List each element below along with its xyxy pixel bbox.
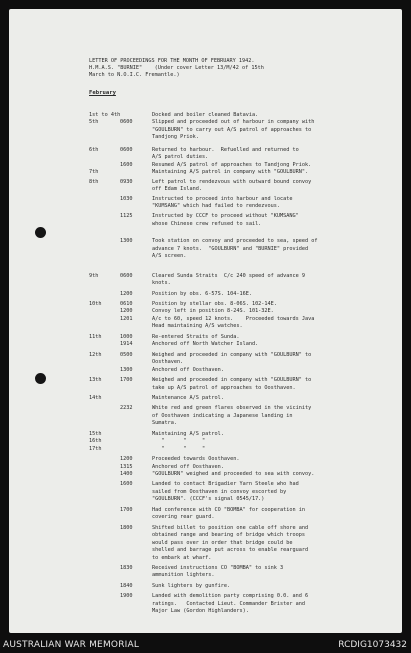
entry-text: Weighed and proceeded in company with "GOULBURN" to (152, 351, 312, 358)
entry-text: Position by obs. 6-57S. 104-16E. (152, 290, 252, 297)
entry-text: Tandjong Priok. (152, 134, 199, 141)
archive-footer (0, 636, 411, 653)
entry-text: " " " (152, 438, 206, 445)
entry-time: 0600 (120, 119, 133, 126)
entry-time: 1800 (120, 524, 133, 531)
entry-text: ammunition lighters. (152, 572, 215, 579)
entry-time: 0600 (120, 146, 133, 153)
entry-text: of Oosthaven indicating a Japanese landing in (152, 412, 293, 419)
entry-text: shelled and barrage put across to enable rearguard (152, 547, 309, 554)
entry-text: Major Law (Gordon Highlanders). (152, 608, 249, 615)
entry-time: 1300 (120, 238, 133, 245)
entry-time: 1830 (120, 564, 133, 571)
entry-text: " " " (152, 445, 206, 452)
entry-text: sailed from Oosthaven in convoy escorted by (152, 488, 287, 495)
entry-text: Had conference with CO "BOMBA" for cooperation in (152, 506, 306, 513)
entry-date: 12th (89, 351, 102, 358)
entry-text: A/S patrol duties. (152, 154, 209, 161)
entry-text: "GOULBURN" weighed and proceeded to sea with convoy. (152, 471, 315, 477)
entry-date: 16th (89, 438, 102, 445)
entry-time: 1900 (120, 593, 133, 600)
entry-time: 1201 (120, 315, 133, 322)
entry-text: A/c to 60, speed 12 knots. Proceeded towards Java (152, 315, 315, 322)
entry-time: 1200 (120, 290, 133, 297)
entry-text: "GOULBURN". (CCCF's signal 0545/17.) (152, 496, 265, 503)
entry-time: 1600 (120, 481, 133, 488)
entry-text: covering rear guard. (152, 514, 215, 521)
entry-text: Instructed to proceed into harbour and locate (152, 195, 293, 202)
header-line-1: LETTER OF PROCEEDINGS FOR THE MONTH OF FEBRUARY 1942. (89, 58, 255, 64)
entry-date: 15th (89, 430, 102, 437)
entry-text: Weighed and proceeded in company with "GOULBURN" to (152, 377, 312, 384)
entry-date: 8th (89, 178, 99, 185)
entry-time: 2232 (120, 405, 133, 412)
entry-date: 13th (89, 377, 102, 384)
entry-text: Anchored off North Watcher Island. (152, 341, 259, 348)
entry-time: 1914 (120, 341, 133, 348)
entry-text: Docked and boiler cleaned Batavia. (152, 112, 259, 118)
entry-text: Maintaining A/S patrol in company with "GOULBURN". (152, 169, 309, 176)
entry-text: Slipped and proceeded out of harbour in company with (152, 119, 315, 126)
entry-text: Instructed by CCCF to proceed without "KUMSANG" (152, 213, 299, 220)
entry-text: Shifted billet to position one cable off shore and (152, 524, 309, 531)
entry-text: ratings. Contacted Lieut. Commander Brister and (152, 600, 306, 607)
entry-date: 7th (89, 169, 99, 176)
entry-date: 11th (89, 333, 102, 340)
entry-text: Sumatra. (152, 420, 177, 427)
entry-text: White red and green flares observed in the vicinity (152, 405, 312, 412)
entry-text: Anchored off Oosthaven. (152, 366, 224, 373)
entry-text: Took station on convoy and proceeded to sea, speed of (152, 238, 318, 245)
entry-time: 1200 (120, 456, 133, 463)
entry-date: 10th (89, 301, 102, 307)
entry-text: take up A/S patrol of approaches to Oosthaven. (152, 384, 296, 391)
entry-text: A/S screen. (152, 253, 187, 260)
entry-date: 5th (89, 119, 99, 126)
entry-text: knots. (152, 280, 171, 287)
entry-time: 1200 (120, 308, 133, 315)
entry-time: 0500 (120, 351, 133, 358)
footer-record-id: RCDIG1073432 (338, 640, 407, 650)
entry-time: 0600 (120, 272, 133, 279)
entry-time: 1125 (120, 213, 133, 220)
entry-text: Position by stellar obs. 8-06S. 102-14E. (152, 301, 277, 307)
entry-text: Left patrol to rendezvous with outward bound convoy (152, 178, 312, 185)
entry-text: Landed to contact Brigadier Yarn Steele who had (152, 481, 299, 488)
entry-date: 6th (89, 146, 99, 153)
entry-text: Maintaining A/S patrol. (152, 430, 224, 437)
entry-time: 0610 (120, 301, 133, 307)
footer-institution: AUSTRALIAN WAR MEMORIAL (3, 640, 140, 650)
entry-text: Convoy left in position 8-24S. 101-32E. (152, 308, 274, 315)
entry-time: 1030 (120, 195, 133, 202)
entry-text: Cleared Sunda Straits C/c 240 speed of advance 9 (152, 272, 306, 279)
entry-time: 1315 (120, 463, 133, 470)
entry-time: 1600 (120, 161, 133, 168)
entry-text: off Edam Island. (152, 186, 202, 193)
entry-text: Oosthaven. (152, 359, 184, 366)
entry-text: Resumed A/S patrol of approaches to Tandjong Priok. (152, 161, 312, 168)
entry-text: Sunk lighters by gunfire. (152, 582, 231, 589)
entry-text: Maintenance A/S patrol. (152, 394, 224, 401)
entry-date: 14th (89, 394, 102, 401)
entry-text: "GOULBURN" to carry out A/S patrol of approaches to (152, 126, 312, 133)
entry-date: 17th (89, 445, 102, 452)
entry-text: Anchored off Oosthaven. (152, 463, 224, 470)
entry-date: 9th (89, 272, 99, 279)
entry-time: 1400 (120, 471, 133, 477)
entry-time: 1000 (120, 333, 133, 340)
entry-text: obtained range and bearing of bridge which troops (152, 532, 306, 539)
entry-text: advance 7 knots. "GOULBURN" and "BURNIE" provided (152, 245, 309, 252)
entry-text: whose Chinese crew refused to sail. (152, 220, 262, 227)
entry-text: Proceeded towards Oosthaven. (152, 456, 240, 463)
entry-text: would pass over in order that bridge could be (152, 539, 293, 546)
entry-time: 0930 (120, 178, 133, 185)
entry-text: Returned to harbour. Refuelled and returned to (152, 146, 299, 153)
entry-time: 1700 (120, 506, 133, 513)
entry-time: 1700 (120, 377, 133, 384)
entry-date: 1st to 4th (89, 112, 121, 118)
entry-text: Head maintaining A/S watches. (152, 323, 243, 330)
entry-time: 1300 (120, 366, 133, 373)
entry-text: "KUMSANG" which had failed to rendezvous. (152, 202, 281, 209)
entry-text: Re-entered Straits of Sunda. (152, 333, 240, 340)
entry-text: to embark at wharf. (152, 554, 212, 561)
month-heading: February (89, 90, 116, 96)
header-line-3: March to N.O.I.C. Fremantle.) (89, 72, 180, 78)
header-line-2: H.M.A.S. "BURNIE" (Under cover Letter 13/M/42 of 15th (89, 65, 264, 71)
entry-text: Received instructions CO "BOMBA" to sink 3 (152, 564, 284, 571)
entry-text: Landed with demolition party comprising 0.0. and 6 (152, 593, 309, 600)
entry-time: 1840 (120, 582, 133, 589)
